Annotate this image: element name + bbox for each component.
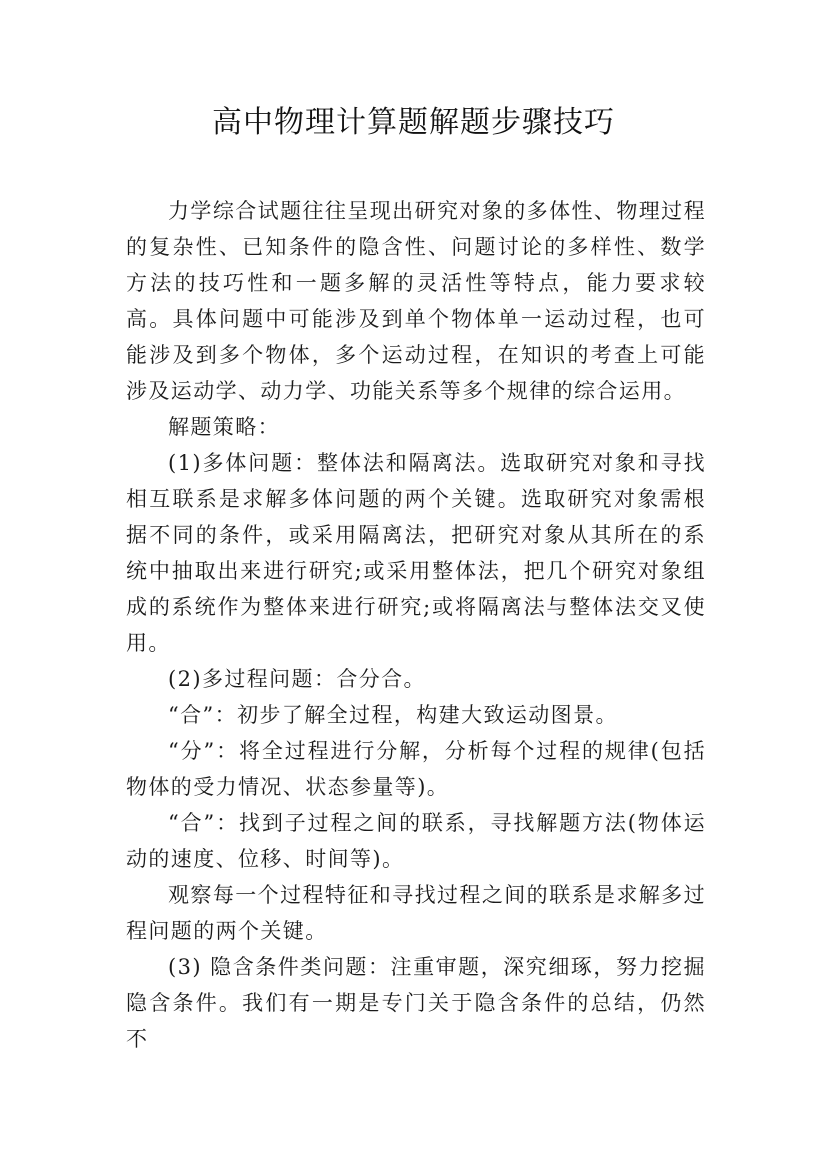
paragraph-multi-body: (1)多体问题：整体法和隔离法。选取研究对象和寻找相互联系是求解多体问题的两个关键。选取研究对象需根据不同的条件，或采用隔离法，把研究对象从其所在的系统中抽取出来进行研究;或采用整体法，把几个研究对象组成的系统作为整体来进行研究;或将隔离法与整体法交叉使用。 [126,451,706,655]
paragraph-he-1: “合”：初步了解全过程，构建大致运动图景。 [168,703,618,727]
document-title: 高中物理计算题解题步骤技巧 [212,105,615,140]
paragraph-multi-process: (2)多过程问题：合分合。 [168,667,426,691]
paragraph-he-2: “合”：找到子过程之间的联系，寻找解题方法(物体运动的速度、位移、时间等)。 [126,811,706,871]
paragraph-strategy-heading: 解题策略： [168,415,280,439]
paragraph-key-points: 观察每一个过程特征和寻找过程之间的联系是求解多过程问题的两个关键。 [126,883,706,943]
document-body [126,193,706,1057]
paragraph-intro: 力学综合试题往往呈现出研究对象的多体性、物理过程的复杂性、已知条件的隐含性、问题讨论的多样性、数学方法的技巧性和一题多解的灵活性等特点，能力要求较高。具体问题中可能涉及到单个物体单一运动过程，也可能涉及到多个物体，多个运动过程，在知识的考查上可能涉及运动学、动力学、功能关系等多个规律的综合运用。 [126,199,706,403]
paragraph-hidden-conditions: (3) 隐含条件类问题：注重审题，深究细琢，努力挖掘隐含条件。我们有一期是专门关于隐含条件的总结，仍然不 [126,955,706,1051]
paragraph-fen: “分”：将全过程进行分解，分析每个过程的规律(包括物体的受力情况、状态参量等)。 [126,739,706,799]
